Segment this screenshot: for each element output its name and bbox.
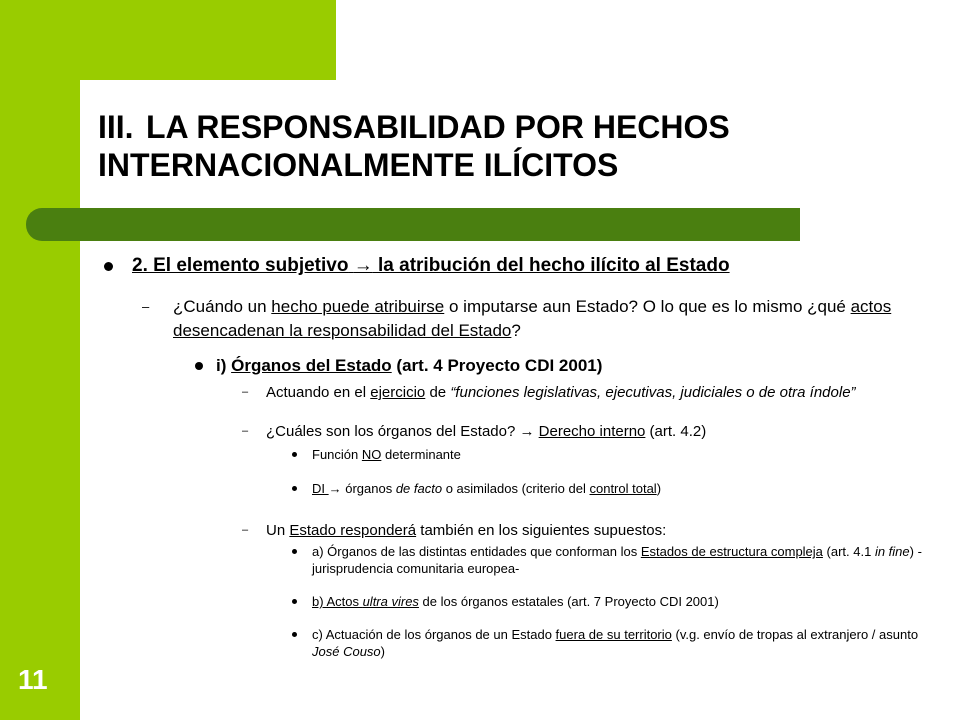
question-item: – ¿Cuándo un hecho puede atribuirse o imputarse aun Estado? O lo que es lo mismo ¿qué actos desencadenan la responsabilidad del Estado? (142, 297, 892, 340)
bullet-icon (292, 599, 297, 604)
bullet-icon (292, 549, 297, 554)
slide-number: 11 (18, 664, 48, 695)
title-text: LA RESPONSABILIDAD POR HECHOS INTERNACIONALMENTE ILÍCITOS (98, 109, 730, 183)
arrow-icon: → (353, 255, 373, 276)
which-organs-item: – ¿Cuáles son los órganos del Estado? → Derecho interno (art. 4.2) (242, 423, 707, 440)
case-b-item: b) Actos ultra vires de los órganos estatales (art. 7 Proyecto CDI 2001) (96, 593, 932, 610)
funcion-item: Función NO determinante (96, 446, 932, 463)
acting-item: – Actuando en el ejercicio de “funciones legislativas, ejecutivas, judiciales o de otra índole” (242, 384, 856, 401)
case-a-item: a) Órganos de las distintas entidades que conforman los Estados de estructura compleja (art. 4.1 in fine) -jurisprudencia comunitaria europea- (96, 543, 932, 577)
bullet-icon (104, 262, 113, 271)
case-c-item: c) Actuación de los órganos de un Estado fuera de su territorio (v.g. envío de tropas al extranjero / asunto José Couso) (96, 626, 932, 660)
organs-heading: i) Órganos del Estado (art. 4 Proyecto CDI 2001) (96, 355, 936, 377)
dash-icon: – (242, 425, 249, 437)
title-divider-bar (26, 208, 800, 241)
estado-item: – Un Estado responderá también en los siguientes supuestos: (242, 522, 667, 539)
bullet-icon (292, 632, 297, 637)
di-item: DI → órganos de facto o asimilados (criterio del control total) (96, 480, 932, 497)
top-accent-band (80, 0, 336, 80)
arrow-icon: → (519, 423, 535, 440)
dash-icon: – (142, 299, 150, 314)
slide-content (96, 253, 936, 660)
bullet-icon (292, 452, 297, 457)
arrow-icon: → (328, 481, 342, 496)
bullet-icon (195, 362, 203, 370)
left-accent-band (0, 0, 80, 720)
title-numeral: III. (98, 109, 134, 145)
slide-title (98, 108, 918, 184)
bullet-icon (292, 486, 297, 491)
dash-icon: – (242, 386, 249, 398)
main-point (96, 253, 936, 279)
main-point-text: 2. El elemento subjetivo → la atribución del hecho ilícito al Estado (132, 255, 730, 276)
dash-icon: – (242, 524, 249, 536)
